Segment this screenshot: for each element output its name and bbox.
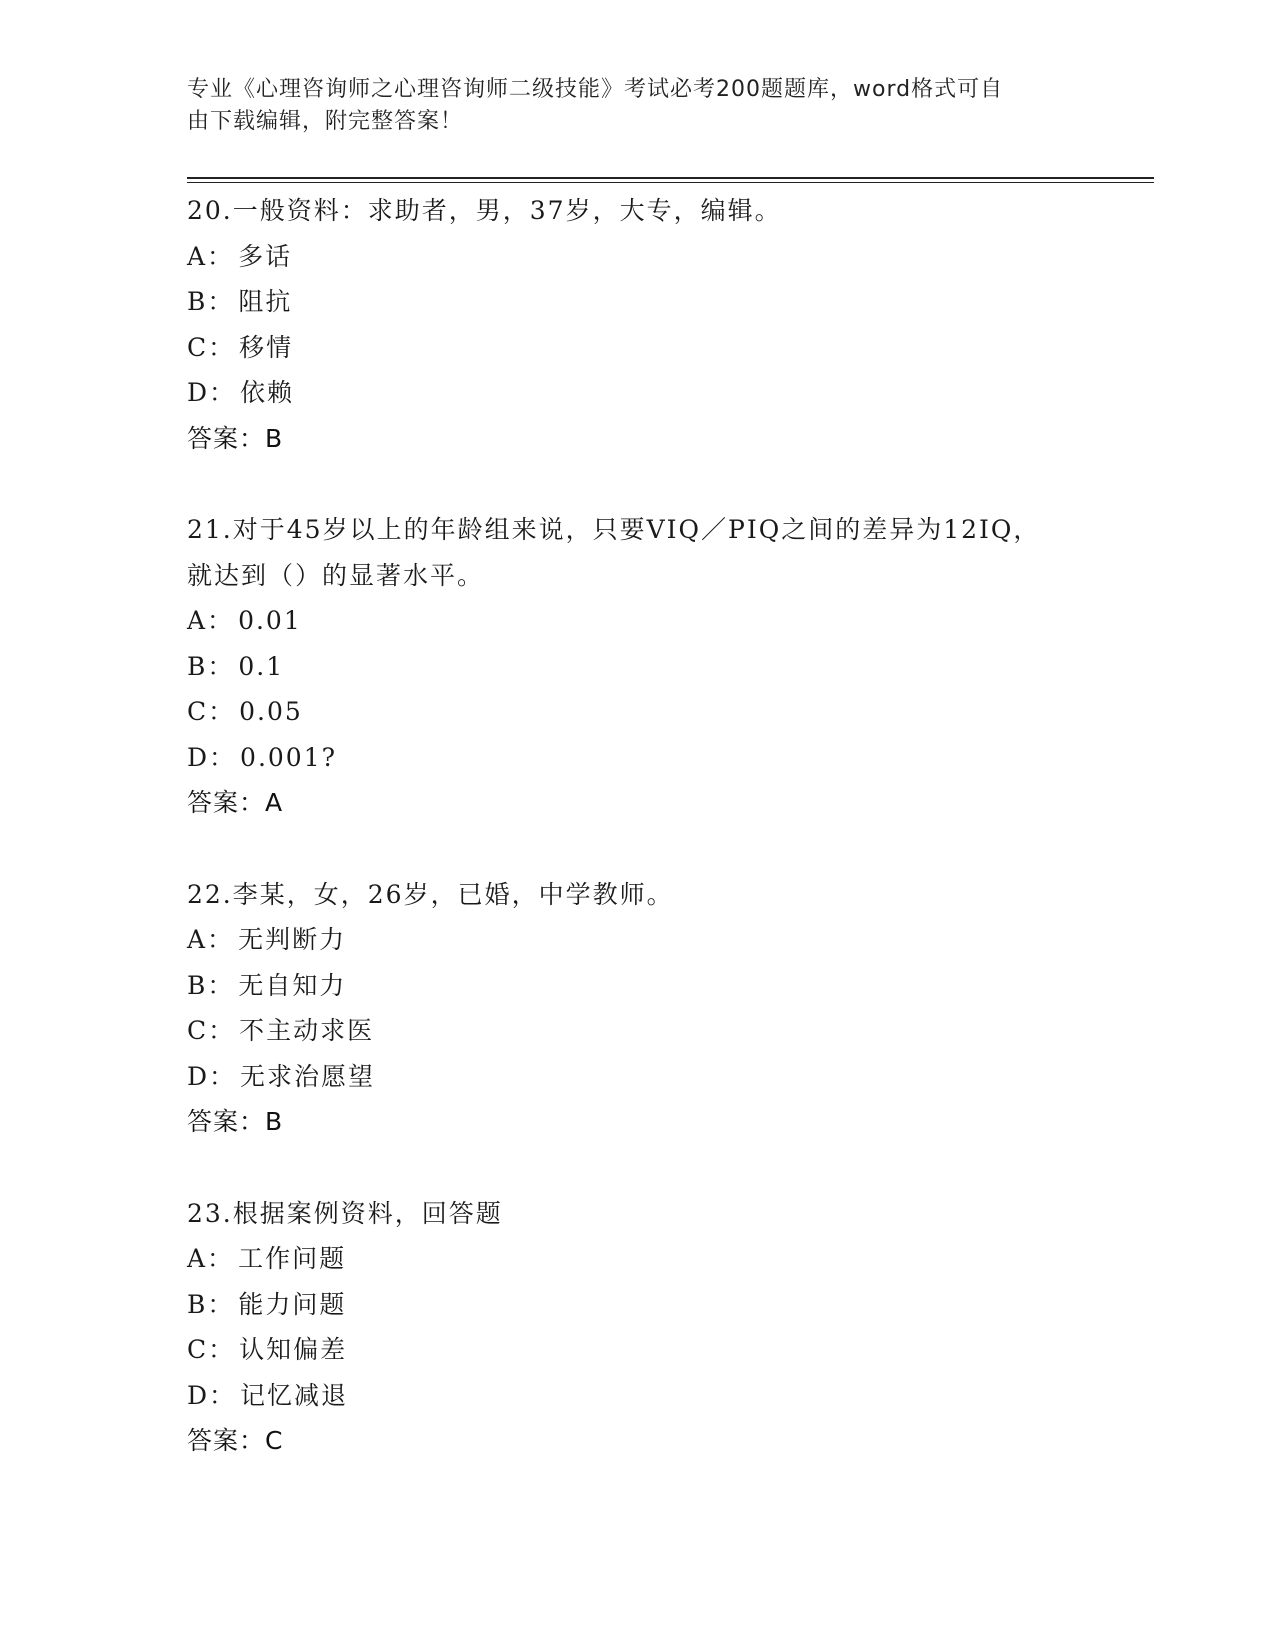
option-a <box>187 917 1067 963</box>
option-letter: C： <box>187 1335 236 1364</box>
option-b <box>187 963 1067 1009</box>
option-letter: C： <box>187 697 236 726</box>
option-letter: D： <box>187 742 237 772</box>
option-text: 0.01 <box>238 606 302 635</box>
option-b <box>187 644 1067 690</box>
option-text: 认知偏差 <box>239 1335 348 1364</box>
option-text: 0.1 <box>238 651 285 681</box>
option-letter: C： <box>187 332 236 362</box>
option-text: 0.05 <box>239 697 303 726</box>
option-d <box>187 1054 1067 1100</box>
question-stem: 23.根据案例资料，回答题 <box>187 1198 503 1228</box>
option-text: 记忆减退 <box>240 1380 349 1410</box>
option-letter: D： <box>187 1061 237 1091</box>
option-c <box>187 1327 1067 1373</box>
option-letter: D： <box>187 378 237 407</box>
option-letter: B： <box>187 287 235 316</box>
answer-line: 答案：A <box>187 788 284 817</box>
option-b <box>187 1282 1067 1328</box>
question-block <box>187 1191 1067 1464</box>
question-block <box>187 872 1067 1145</box>
option-c <box>187 325 1067 371</box>
header-line-2: 由下载编辑，附完整答案！ <box>187 109 464 134</box>
option-text: 多话 <box>238 241 293 271</box>
option-letter: A： <box>187 925 235 954</box>
option-text: 不主动求医 <box>239 1016 375 1045</box>
option-letter: A： <box>187 241 235 271</box>
question-block <box>187 188 1067 461</box>
option-c <box>187 689 1067 735</box>
option-letter: B： <box>187 1289 235 1319</box>
question-stem-continued: 就达到（）的显著水平。 <box>187 560 485 590</box>
option-text: 工作问题 <box>238 1244 347 1273</box>
question-stem: 20.一般资料：求助者，男，37岁，大专，编辑。 <box>187 196 782 225</box>
option-d <box>187 370 1067 416</box>
option-letter: B： <box>187 651 235 681</box>
option-d <box>187 1373 1067 1419</box>
option-a <box>187 234 1067 280</box>
question-block <box>187 507 1067 826</box>
option-text: 无自知力 <box>238 970 347 1000</box>
document-header <box>187 74 1067 138</box>
answer-line: 答案：B <box>187 423 284 453</box>
option-b <box>187 279 1067 325</box>
question-stem: 21.对于45岁以上的年龄组来说，只要VIQ／PIQ之间的差异为12IQ， <box>187 515 1041 544</box>
option-letter: D： <box>187 1380 237 1410</box>
option-letter: A： <box>187 1244 235 1273</box>
option-a <box>187 598 1067 644</box>
option-text: 依赖 <box>240 378 295 407</box>
header-divider-thick <box>187 177 1154 179</box>
question-stem: 22.李某，女，26岁，已婚，中学教师。 <box>187 879 674 909</box>
option-text: 阻抗 <box>238 287 293 316</box>
question-list <box>187 188 1067 1510</box>
answer-line: 答案：B <box>187 1107 284 1136</box>
option-c <box>187 1008 1067 1054</box>
option-text: 无求治愿望 <box>240 1061 376 1091</box>
option-text: 能力问题 <box>238 1289 347 1319</box>
header-line-1: 专业《心理咨询师之心理咨询师二级技能》考试必考200题题库，word格式可自 <box>187 77 1004 102</box>
option-letter: C： <box>187 1016 236 1045</box>
option-a <box>187 1236 1067 1282</box>
option-letter: B： <box>187 970 235 1000</box>
option-d <box>187 735 1067 781</box>
option-text: 无判断力 <box>238 925 347 954</box>
answer-line: 答案：C <box>187 1426 284 1455</box>
header-divider-thin <box>187 182 1154 183</box>
option-letter: A： <box>187 606 235 635</box>
option-text: 移情 <box>239 332 294 362</box>
option-text: 0.001? <box>240 742 338 772</box>
